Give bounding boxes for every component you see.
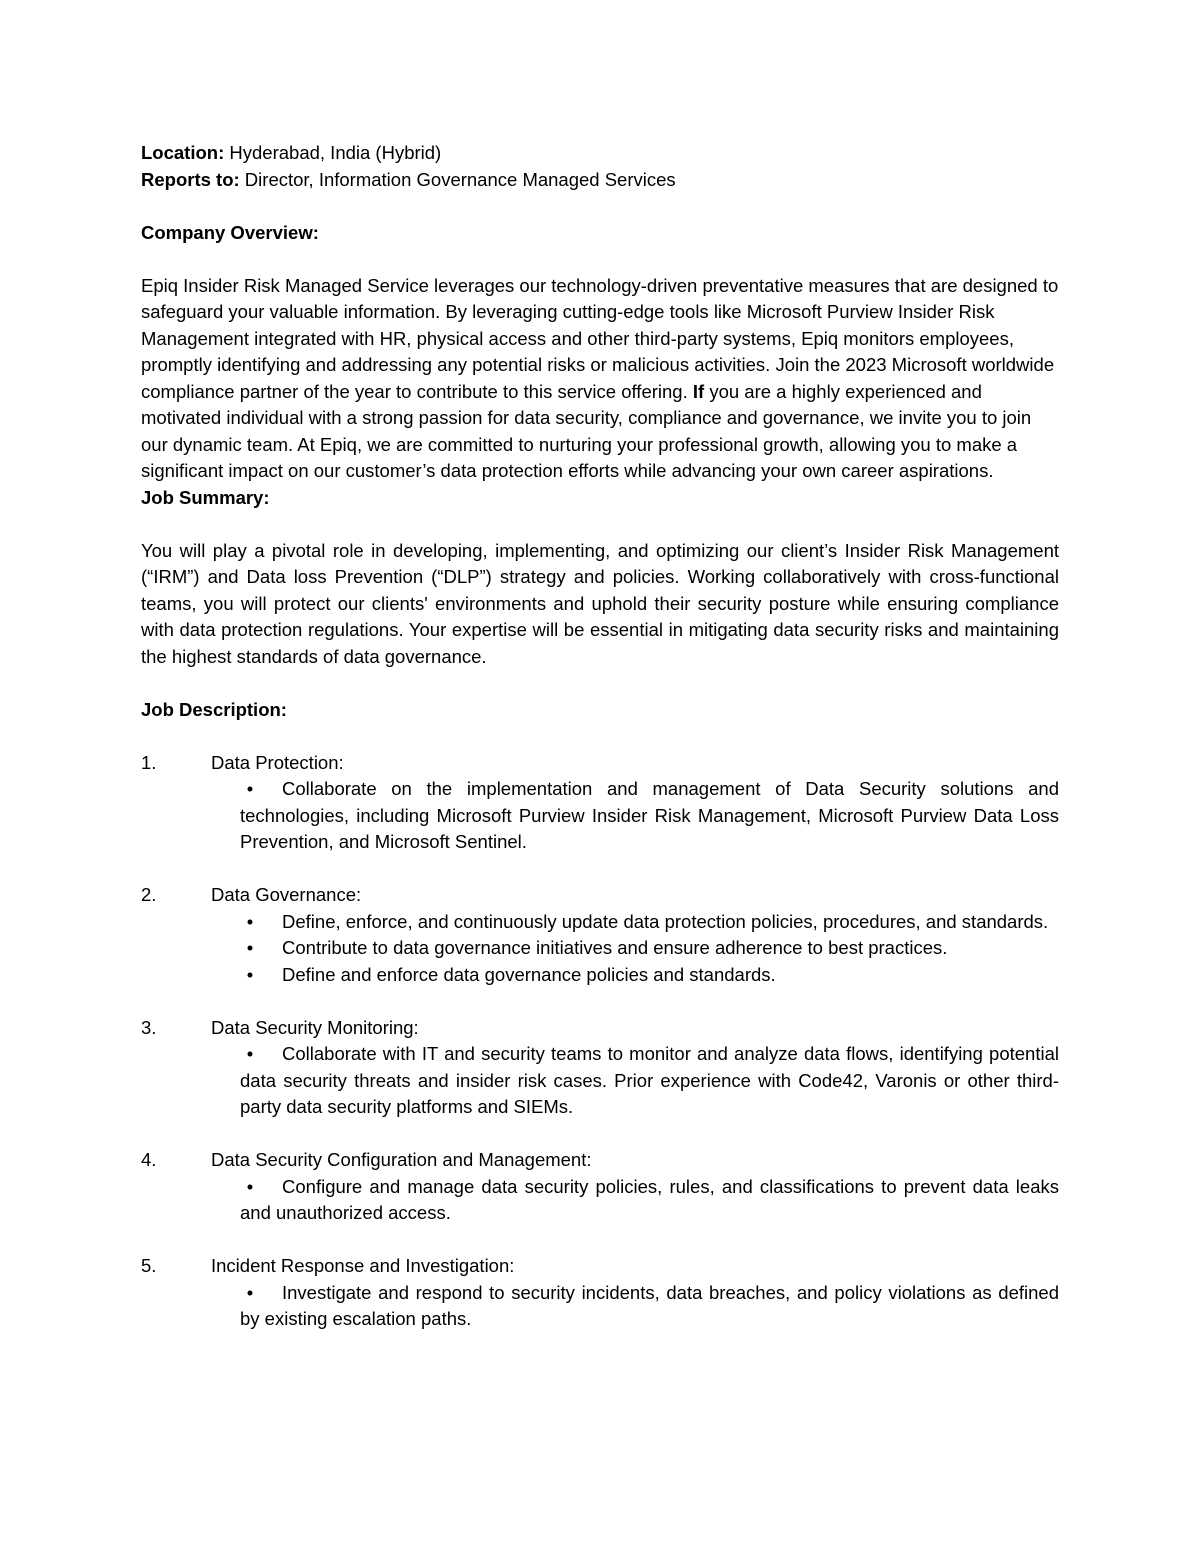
- location-label: Location:: [141, 142, 225, 163]
- bullet-text: Collaborate on the implementation and management of Data Security solutions and technologies, including Microsoft Purview Insider Risk Management, Microsoft Purview Data Loss Prevention, and Microsoft Sentinel.: [240, 778, 1059, 852]
- company-overview-heading: Company Overview:: [141, 221, 319, 243]
- company-overview-text: Epiq Insider Risk Managed Service leverages our technology-driven preventative measures that are designed to safeguard your valuable information. By leveraging cutting-edge tools like Microsoft Purview Insider Risk Management integrated with HR, physical access and other third-party systems, Epiq monitors employees, promptly identifying and addressing any potential risks or malicious activities. Join the 2023 Microsoft worldwide compliance partner of the year to contribute to this service offering.: [141, 274, 1059, 402]
- list-item: [141, 1147, 1059, 1227]
- list-item-number: 4.: [141, 1149, 157, 1170]
- bullet-text: Contribute to data governance initiatives and ensure adherence to best practices.: [282, 937, 948, 958]
- document-page: [141, 140, 1059, 1333]
- company-overview-bold: If: [692, 380, 705, 402]
- list-item-number: 3.: [141, 1016, 157, 1038]
- list-item: [141, 882, 1059, 988]
- bullet-icon: •: [246, 963, 254, 985]
- reports-to-value: Director, Information Governance Managed Services: [239, 168, 676, 190]
- list-item-number: 2.: [141, 884, 157, 905]
- reports-to-label: Reports to:: [141, 168, 240, 190]
- job-description-heading: Job Description:: [141, 698, 287, 720]
- bullet-icon: •: [246, 778, 254, 799]
- list-item-header: [141, 1015, 1059, 1042]
- bullet-icon: •: [246, 937, 254, 958]
- bullet-icon: •: [246, 1043, 254, 1064]
- list-item-number: 5.: [141, 1255, 157, 1276]
- list-item: [141, 1253, 1059, 1333]
- bullet-item: [240, 1174, 1059, 1227]
- list-item-header: [141, 1147, 1059, 1174]
- bullet-item: [240, 909, 1059, 936]
- reports-to-line: [141, 167, 1059, 194]
- list-item-header: [141, 750, 1059, 777]
- bullet-icon: •: [246, 910, 254, 932]
- job-summary-body: You will play a pivotal role in developing, implementing, and optimizing our client’s Insider Risk Management (“IRM”) and Data loss Prevention (“DLP”) strategy and policies. Working collaboratively with cross-functional teams, you will protect our clients' environments and uphold their security posture while ensuring compliance with data protection regulations. Your expertise will be essential in mitigating data security risks and maintaining the highest standards of data governance.: [141, 539, 1059, 667]
- company-overview-body: [141, 273, 1059, 485]
- bullet-icon: •: [246, 1281, 254, 1303]
- location-line: [141, 140, 1059, 167]
- company-overview-text-rest: you are a highly experienced and motivated individual with a strong passion for data security, compliance and governance, we invite you to join our dynamic team. At Epiq, we are committed to nurturing your professional growth, allowing you to make a significant impact on our customer’s data protection efforts while advancing your own career aspirations.: [141, 380, 1032, 481]
- list-item: [141, 750, 1059, 856]
- list-item-title: Data Security Monitoring:: [211, 1016, 419, 1038]
- bullet-item: [240, 935, 1059, 962]
- job-description-list: [141, 750, 1059, 1333]
- bullet-item: [240, 1280, 1059, 1333]
- bullet-text: Collaborate with IT and security teams to monitor and analyze data flows, identifying potential data security threats and insider risk cases. Prior experience with Code42, Varonis or other third-party data security platforms and SIEMs.: [240, 1043, 1059, 1117]
- list-item-title: Data Governance:: [211, 884, 362, 905]
- bullet-text: Configure and manage data security policies, rules, and classifications to prevent data leaks and unauthorized access.: [240, 1175, 1059, 1223]
- bullet-item: [240, 962, 1059, 989]
- bullet-text: Define and enforce data governance policies and standards.: [282, 963, 776, 985]
- job-summary-heading: Job Summary:: [141, 486, 270, 508]
- bullet-icon: •: [246, 1175, 254, 1197]
- list-item-title: Data Security Configuration and Management:: [211, 1149, 592, 1170]
- list-item-header: [141, 882, 1059, 909]
- list-item-title: Data Protection:: [211, 751, 344, 773]
- location-value: Hyderabad, India (Hybrid): [224, 142, 442, 163]
- bullet-text: Define, enforce, and continuously update data protection policies, procedures, and standards.: [282, 910, 1049, 932]
- bullet-item: [240, 776, 1059, 856]
- list-item-header: [141, 1253, 1059, 1280]
- list-item-number: 1.: [141, 751, 157, 773]
- list-item: [141, 1015, 1059, 1121]
- bullet-text: Investigate and respond to security incidents, data breaches, and policy violations as defined by existing escalation paths.: [240, 1281, 1059, 1329]
- bullet-item: [240, 1041, 1059, 1121]
- list-item-title: Incident Response and Investigation:: [211, 1255, 515, 1276]
